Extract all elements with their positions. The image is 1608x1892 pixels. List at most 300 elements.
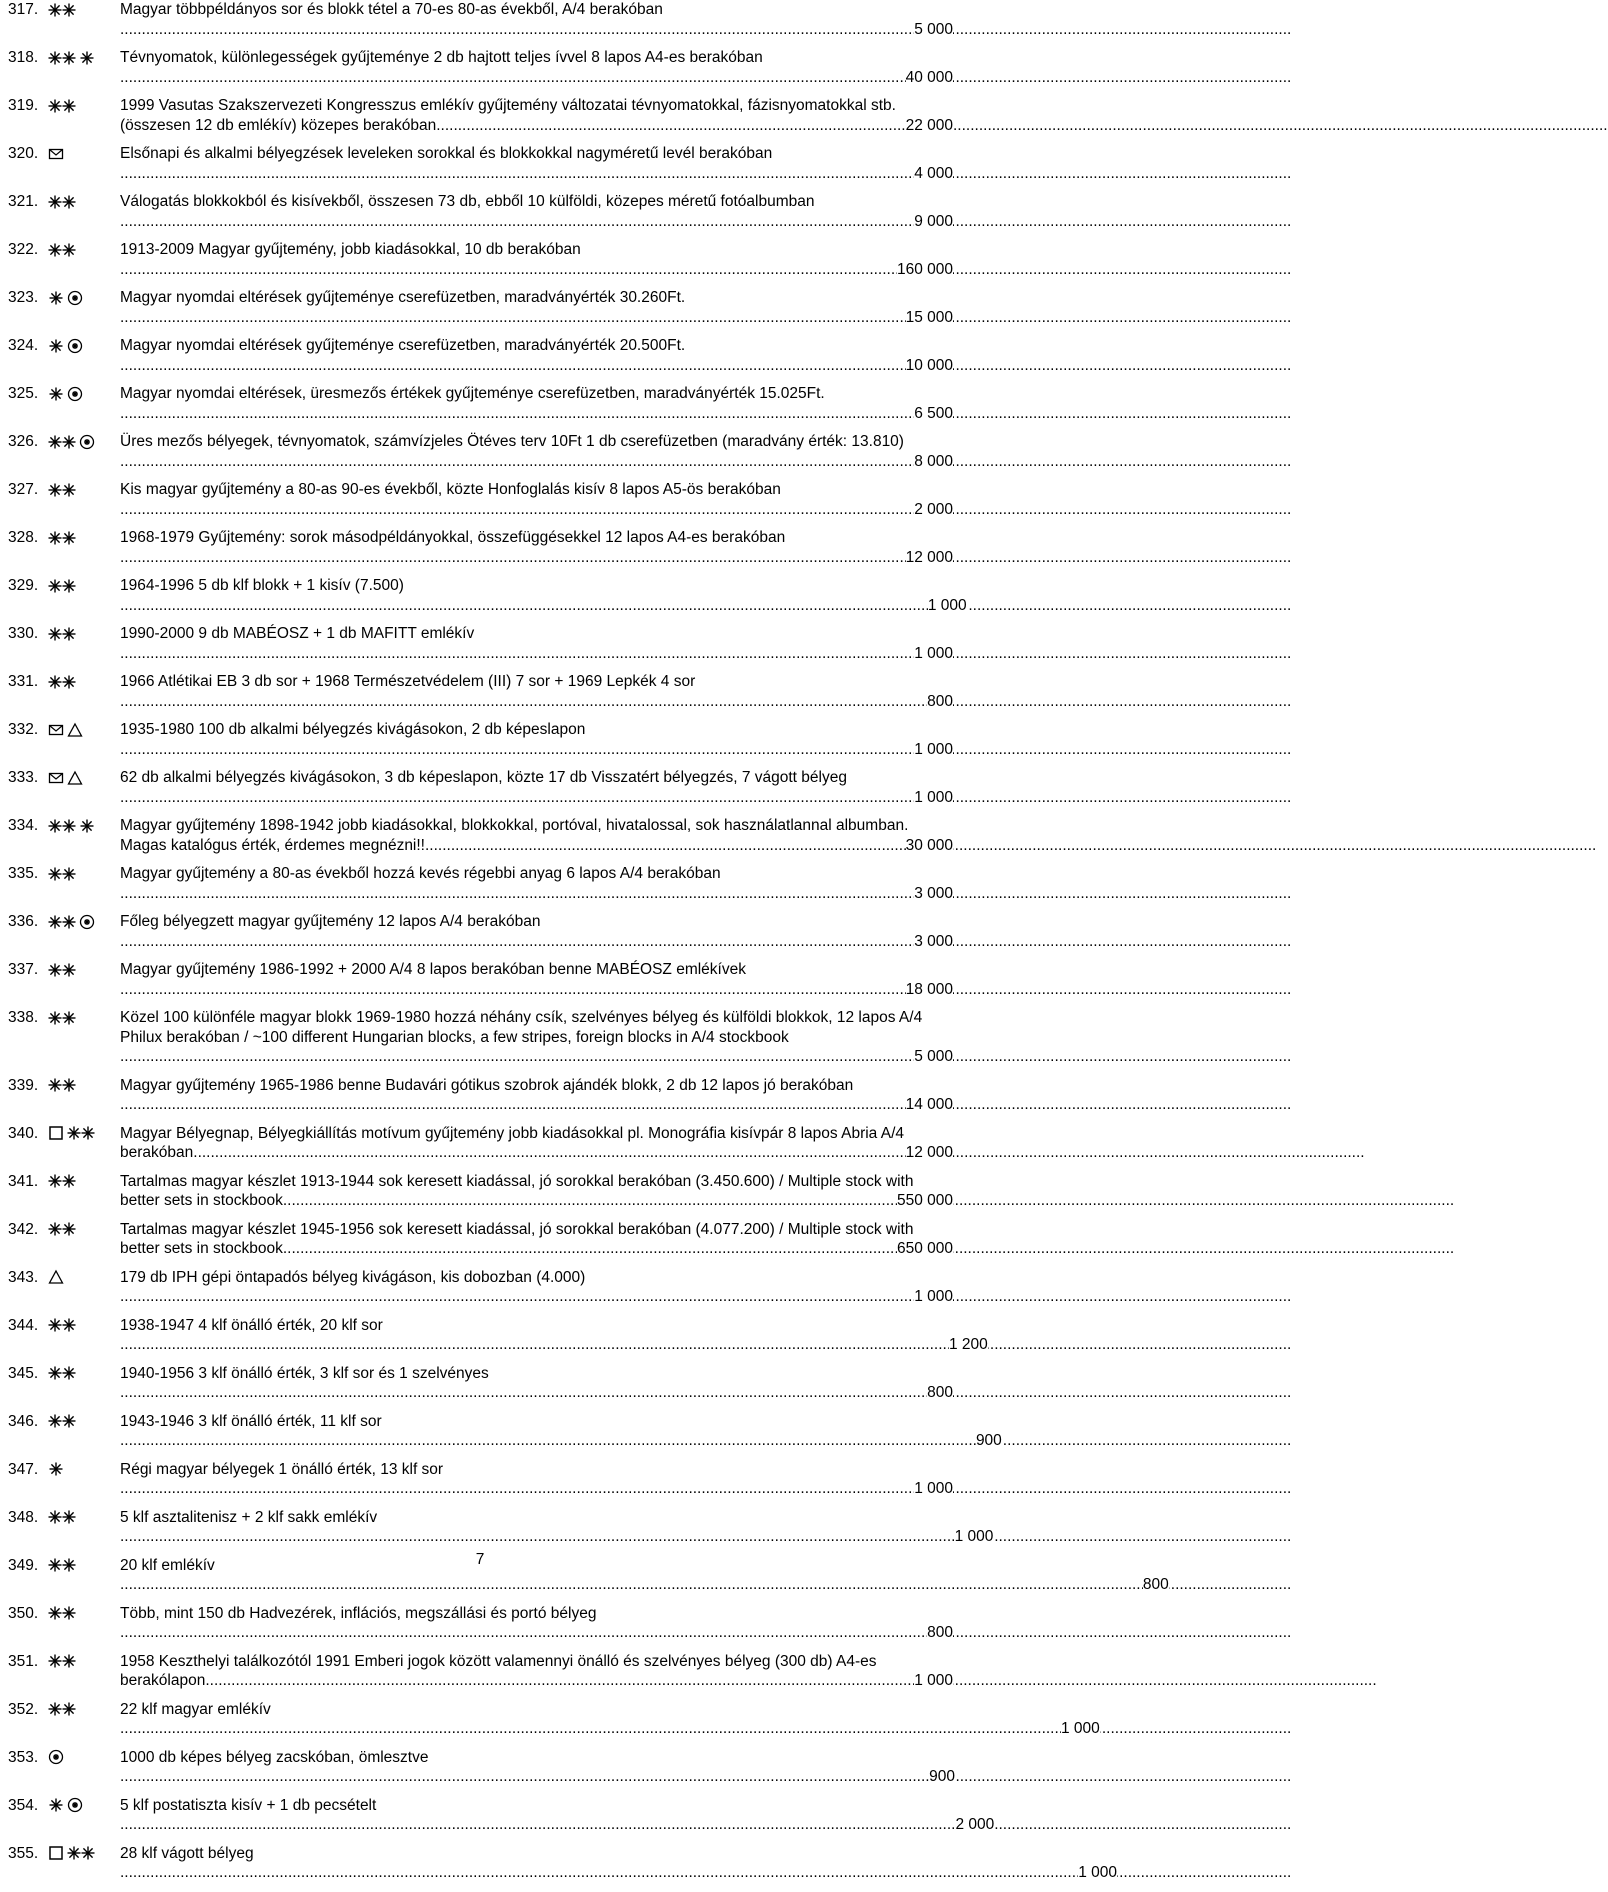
lot-condition-icons bbox=[48, 96, 120, 116]
lot-description: 1958 Keszthelyi találkozótól 1991 Emberi jogok között valamennyi önálló és szelvényes bélyeg (300 db) A4-es berakólapon bbox=[120, 1652, 877, 1689]
lot-number: 323. bbox=[8, 289, 39, 306]
lot-item bbox=[8, 1604, 953, 1643]
lot-condition-icons bbox=[48, 1604, 120, 1624]
dot-leader bbox=[120, 980, 616, 1000]
lot-item bbox=[8, 384, 953, 423]
lot-price: 1 000 bbox=[914, 740, 953, 758]
lot-price: 14 000 bbox=[905, 1096, 953, 1113]
lot-price: 15 000 bbox=[905, 308, 953, 326]
mint-icon bbox=[48, 818, 76, 834]
lot-price: 40 000 bbox=[905, 68, 953, 86]
lot-condition-icons bbox=[48, 336, 120, 356]
lot-item bbox=[8, 1008, 953, 1067]
lot-description: Elsőnapi és alkalmi bélyegzések leveleken sorokkal és blokkokkal nagyméretű levél berakóban bbox=[120, 145, 773, 162]
lot-price: 18 000 bbox=[905, 980, 953, 998]
lot-condition-icons bbox=[48, 1412, 120, 1432]
lot-description: Magyar nyomdai eltérések gyűjteménye cserefüzetben, maradványérték 30.260Ft. bbox=[120, 289, 686, 306]
lot-item bbox=[8, 1412, 1002, 1451]
lot-item bbox=[8, 576, 967, 615]
lot-description: 28 klf vágott bélyeg bbox=[120, 1844, 254, 1862]
lot-description: 5 klf asztalitenisz + 2 klf sakk emlékív bbox=[120, 1508, 378, 1526]
lot-item bbox=[8, 816, 953, 855]
lot-item bbox=[8, 1748, 953, 1787]
lot-condition-icons bbox=[48, 1172, 120, 1192]
lot-description: 1938-1947 4 klf önálló érték, 20 klf sor bbox=[120, 1316, 383, 1334]
lot-item bbox=[8, 336, 953, 375]
dot-leader bbox=[120, 356, 677, 376]
lot-item bbox=[8, 192, 953, 231]
mint-icon bbox=[48, 1317, 76, 1333]
lot-description-block bbox=[120, 0, 953, 39]
lot-price: 900 bbox=[975, 1432, 1002, 1449]
lot-condition-icons bbox=[48, 0, 120, 20]
dot-leader bbox=[205, 1671, 489, 1691]
lot-number: 336. bbox=[8, 913, 39, 930]
lot-item bbox=[8, 1364, 953, 1403]
mint-icon bbox=[48, 98, 76, 114]
lot-number: 340. bbox=[8, 1124, 39, 1142]
lot-condition-icons bbox=[48, 432, 120, 452]
lot-item bbox=[8, 480, 953, 519]
lot-price: 160 000 bbox=[896, 260, 953, 278]
dot-leader bbox=[120, 1527, 993, 1547]
lot-number: 354. bbox=[8, 1796, 39, 1814]
lot-description: 1999 Vasutas Szakszervezeti Kongresszus emlékív gyűjtemény változatai tévnyomatokkal, fázisnyomatokkal stb. (összesen 12 db emlékív) közepes berakóban bbox=[120, 97, 896, 134]
lot-description: 1943-1946 3 klf önálló érték, 11 klf sor bbox=[120, 1412, 382, 1430]
lot-price: 5 000 bbox=[914, 20, 953, 38]
lot-price: 12 000 bbox=[905, 1144, 953, 1161]
lot-description: Régi magyar bélyegek 1 önálló érték, 13 klf sor bbox=[120, 1460, 444, 1478]
lot-number: 347. bbox=[8, 1460, 39, 1478]
lot-price: 3 000 bbox=[914, 884, 953, 902]
lot-item bbox=[8, 960, 953, 999]
lot-item bbox=[8, 0, 953, 39]
lot-item bbox=[8, 624, 953, 663]
lot-item bbox=[8, 1220, 953, 1259]
lot-condition-icons bbox=[48, 1460, 120, 1480]
lot-price: 2 000 bbox=[955, 1816, 995, 1833]
hinged-icon bbox=[48, 338, 64, 354]
imperf-icon bbox=[48, 1125, 64, 1141]
lot-condition-icons bbox=[48, 144, 120, 164]
cover-icon bbox=[48, 722, 64, 738]
lot-price: 22 000 bbox=[905, 116, 953, 134]
lot-price: 900 bbox=[929, 1768, 955, 1785]
lot-description: Több, mint 150 db Hadvezérek, inflációs, megszállási és portó bélyeg bbox=[120, 1604, 597, 1622]
lot-condition-icons bbox=[48, 1748, 120, 1768]
mint-icon bbox=[48, 1413, 76, 1429]
lot-description-block bbox=[120, 1748, 955, 1787]
cut-icon bbox=[67, 770, 83, 786]
page-number: 7 bbox=[475, 1551, 485, 1568]
lot-description: Üres mezős bélyegek, tévnyomatok, számvízjeles Ötéves terv 10Ft 1 db cserefüzetben (maradvány érték: 13.810) bbox=[120, 433, 904, 450]
lot-description-block bbox=[120, 1220, 953, 1259]
lot-description: 1940-1956 3 klf önálló érték, 3 klf sor és 1 szelvényes bbox=[120, 1364, 489, 1382]
lot-item bbox=[8, 1700, 1100, 1739]
lot-description: 1990-2000 9 db MABÉOSZ + 1 db MAFITT emlékív bbox=[120, 625, 475, 642]
lot-item bbox=[8, 1796, 995, 1835]
lot-price: 1 000 bbox=[914, 1480, 953, 1497]
dot-leader bbox=[120, 1575, 1169, 1595]
lot-price: 1 000 bbox=[914, 644, 953, 662]
lot-price: 12 000 bbox=[905, 548, 953, 566]
lot-number: 333. bbox=[8, 769, 39, 786]
dot-leader bbox=[283, 1239, 436, 1259]
mint-icon bbox=[48, 1173, 76, 1189]
lot-condition-icons bbox=[48, 192, 120, 212]
lot-condition-icons bbox=[48, 768, 120, 788]
lot-description-block bbox=[120, 1076, 953, 1115]
dot-leader bbox=[120, 1815, 994, 1835]
lot-description: 1968-1979 Gyűjtemény: sorok másodpéldányokkal, összefüggésekkel 12 lapos A4-es berakóban bbox=[120, 529, 786, 546]
mint-icon bbox=[48, 1605, 76, 1621]
dot-leader bbox=[120, 452, 467, 472]
lot-number: 342. bbox=[8, 1220, 39, 1238]
lot-number: 321. bbox=[8, 193, 39, 210]
lot-description: 62 db alkalmi bélyegzés kivágásokon, 3 db képeslapon, közte 17 db Visszatért bélyegzés, 7 vágott bélyeg bbox=[120, 769, 847, 786]
lot-description-block bbox=[120, 336, 953, 375]
lot-condition-icons bbox=[48, 576, 120, 596]
lot-condition-icons bbox=[48, 1220, 120, 1240]
used-icon bbox=[67, 1797, 83, 1813]
lot-price: 800 bbox=[927, 1624, 953, 1641]
lot-description: Magyar gyűjtemény 1898-1942 jobb kiadásokkal, blokkokkal, portóval, hivatalossal, sok használatlannal albumban. Magas katalógus érték, érdemes megnézni!! bbox=[120, 817, 909, 854]
lot-condition-icons bbox=[48, 288, 120, 308]
lot-price: 30 000 bbox=[905, 836, 953, 854]
lot-description-block bbox=[120, 1508, 993, 1547]
lot-number: 334. bbox=[8, 817, 39, 834]
lot-condition-icons bbox=[48, 384, 120, 404]
lot-condition-icons bbox=[48, 48, 120, 68]
lot-number: 320. bbox=[8, 145, 39, 162]
cut-icon bbox=[67, 722, 83, 738]
dot-leader bbox=[120, 1287, 785, 1307]
lot-price: 6 500 bbox=[914, 404, 953, 422]
lot-description: 22 klf magyar emlékív bbox=[120, 1700, 271, 1718]
lot-number: 326. bbox=[8, 433, 39, 450]
lot-item bbox=[8, 96, 953, 135]
mint-icon bbox=[67, 1125, 95, 1141]
dot-leader bbox=[120, 884, 650, 904]
cut-icon bbox=[48, 1269, 64, 1285]
dot-leader bbox=[120, 308, 677, 328]
lot-condition-icons bbox=[48, 1076, 120, 1096]
lot-description-block bbox=[120, 576, 967, 615]
lot-description: Főleg bélyegzett magyar gyűjtemény 12 lapos A/4 berakóban bbox=[120, 913, 541, 930]
lot-description: Magyar gyűjtemény a 80-as évekből hozzá kevés régebbi anyag 6 lapos A/4 berakóban bbox=[120, 865, 721, 882]
mint-icon bbox=[48, 674, 76, 690]
lot-price: 1 200 bbox=[948, 1336, 988, 1353]
lot-item bbox=[8, 720, 953, 759]
lot-description: 1913-2009 Magyar gyűjtemény, jobb kiadásokkal, 10 db berakóban bbox=[120, 241, 581, 258]
lot-description-block bbox=[120, 384, 953, 423]
lot-item bbox=[8, 1460, 953, 1499]
lot-description-block bbox=[120, 432, 953, 471]
hinged-icon bbox=[48, 1797, 64, 1813]
lot-description-block bbox=[120, 768, 953, 807]
lot-number: 338. bbox=[8, 1009, 39, 1026]
mint-icon bbox=[48, 2, 76, 18]
mint-icon bbox=[48, 434, 76, 450]
dot-leader bbox=[120, 596, 967, 616]
mint-icon bbox=[48, 1077, 76, 1093]
mint-icon bbox=[48, 962, 76, 978]
lot-description: Magyar nyomdai eltérések gyűjteménye cserefüzetben, maradványérték 20.500Ft. bbox=[120, 337, 686, 354]
lot-number: 331. bbox=[8, 673, 39, 690]
lot-condition-icons bbox=[48, 1508, 120, 1528]
lot-number: 346. bbox=[8, 1412, 39, 1430]
mint-icon bbox=[48, 482, 76, 498]
dot-leader bbox=[436, 116, 461, 136]
lot-item bbox=[8, 288, 953, 327]
imperf-icon bbox=[48, 1845, 64, 1861]
lot-price: 1 000 bbox=[1061, 1720, 1100, 1737]
lot-number: 343. bbox=[8, 1268, 39, 1286]
lot-description: Magyar gyűjtemény 1986-1992 + 2000 A/4 8 lapos berakóban benne MABÉOSZ emlékívek bbox=[120, 961, 746, 978]
lot-description-block bbox=[120, 864, 953, 903]
dot-leader bbox=[120, 692, 688, 712]
lot-description-block bbox=[120, 672, 953, 711]
lot-description-block bbox=[120, 960, 953, 999]
dot-leader bbox=[120, 740, 785, 760]
lot-price: 8 000 bbox=[914, 452, 953, 470]
lot-description-block bbox=[120, 1268, 953, 1307]
lot-description: Kis magyar gyűjtemény a 80-as 90-es évekből, közte Honfoglalás kisív 8 lapos A5-ös berakóban bbox=[120, 481, 781, 498]
lot-number: 355. bbox=[8, 1844, 39, 1862]
lot-description-block bbox=[120, 288, 953, 327]
dot-leader bbox=[283, 1191, 436, 1211]
mint-icon bbox=[48, 578, 76, 594]
lot-number: 327. bbox=[8, 481, 39, 498]
lot-condition-icons bbox=[48, 1796, 120, 1816]
used-icon bbox=[79, 914, 95, 930]
lot-description: 20 klf emlékív bbox=[120, 1556, 215, 1574]
lot-description: 179 db IPH gépi öntapadós bélyeg kivágáson, kis dobozban (4.000) bbox=[120, 1268, 586, 1286]
lot-number: 322. bbox=[8, 241, 39, 258]
used-icon bbox=[79, 434, 95, 450]
dot-leader bbox=[120, 1767, 955, 1787]
lot-description: Magyar Bélyegnap, Bélyegkiállítás motívum gyűjtemény jobb kiadásokkal pl. Monográfia kisívpár 8 lapos Abria A/4 berakóban bbox=[120, 1124, 905, 1161]
mint-icon bbox=[48, 626, 76, 642]
used-icon bbox=[67, 386, 83, 402]
lot-condition-icons bbox=[48, 528, 120, 548]
lot-description-block bbox=[120, 1412, 1002, 1451]
lot-condition-icons bbox=[48, 1652, 120, 1672]
dot-leader bbox=[120, 1431, 1002, 1451]
lot-item bbox=[8, 672, 953, 711]
lot-description: Tartalmas magyar készlet 1945-1956 sok keresett kiadással, jó sorokkal berakóban (4.077.200) / Multiple stock with better sets in stockbook bbox=[120, 1220, 914, 1257]
lot-price: 800 bbox=[927, 692, 953, 710]
lot-condition-icons bbox=[48, 1364, 120, 1384]
hinged-icon bbox=[48, 386, 64, 402]
lot-number: 317. bbox=[8, 1, 39, 18]
dot-leader bbox=[120, 1383, 895, 1403]
lot-description: Magyar gyűjtemény 1965-1986 benne Budavári gótikus szobrok ajándék blokk, 2 db 12 lapos jó berakóban bbox=[120, 1076, 854, 1094]
used-icon bbox=[48, 1749, 64, 1765]
lot-price: 1 000 bbox=[914, 788, 953, 806]
mint-icon bbox=[67, 1845, 95, 1861]
lot-number: 332. bbox=[8, 721, 39, 738]
lot-item bbox=[8, 1268, 953, 1307]
dot-leader bbox=[120, 260, 773, 280]
lot-number: 319. bbox=[8, 97, 39, 114]
lot-condition-icons bbox=[48, 1700, 120, 1720]
dot-leader bbox=[120, 1623, 787, 1643]
lot-price: 1 000 bbox=[1078, 1864, 1117, 1881]
lot-description: 1935-1980 100 db alkalmi bélyegzés kivágásokon, 2 db képeslapon bbox=[120, 721, 586, 738]
lot-description: 1000 db képes bélyeg zacskóban, ömlesztve bbox=[120, 1748, 429, 1766]
mint-icon bbox=[48, 1653, 76, 1669]
lot-price: 800 bbox=[1142, 1576, 1169, 1593]
lot-number: 339. bbox=[8, 1076, 39, 1094]
lot-description-block bbox=[120, 240, 953, 279]
lot-description-block bbox=[120, 1700, 1100, 1739]
lot-condition-icons bbox=[48, 864, 120, 884]
lot-item bbox=[8, 48, 953, 87]
lot-description-block bbox=[120, 1172, 953, 1211]
lot-description-block bbox=[120, 1796, 994, 1835]
hinged-icon bbox=[79, 50, 95, 66]
used-icon bbox=[67, 290, 83, 306]
lot-condition-icons bbox=[48, 816, 120, 836]
dot-leader bbox=[120, 1047, 942, 1067]
hinged-icon bbox=[48, 290, 64, 306]
lot-condition-icons bbox=[48, 672, 120, 692]
lot-description-block bbox=[120, 1124, 953, 1163]
dot-leader bbox=[120, 20, 708, 40]
lot-description: Tévnyomatok, különlegességek gyűjteménye 2 db hajtott teljes ívvel 8 lapos A4-es berakóban bbox=[120, 49, 763, 66]
lot-number: 352. bbox=[8, 1700, 39, 1718]
dot-leader bbox=[193, 1143, 453, 1163]
lot-number: 351. bbox=[8, 1652, 39, 1670]
lot-number: 324. bbox=[8, 337, 39, 354]
lot-number: 344. bbox=[8, 1316, 39, 1334]
mint-icon bbox=[48, 1221, 76, 1237]
mint-icon bbox=[48, 50, 76, 66]
lot-item bbox=[8, 1076, 953, 1115]
dot-leader bbox=[120, 164, 598, 184]
lot-price: 3 000 bbox=[914, 932, 953, 950]
lot-condition-icons bbox=[48, 1844, 120, 1864]
hinged-icon bbox=[79, 818, 95, 834]
lot-number: 329. bbox=[8, 577, 39, 594]
lot-number: 335. bbox=[8, 865, 39, 882]
lot-number: 330. bbox=[8, 625, 39, 642]
dot-leader bbox=[120, 932, 830, 952]
lot-number: 345. bbox=[8, 1364, 39, 1382]
dot-leader bbox=[120, 1335, 988, 1355]
lot-price: 10 000 bbox=[905, 356, 953, 374]
lot-condition-icons bbox=[48, 1268, 120, 1288]
lot-price: 800 bbox=[927, 1384, 953, 1401]
lot-number: 348. bbox=[8, 1508, 39, 1526]
lot-description-block bbox=[120, 528, 953, 567]
lot-condition-icons bbox=[48, 1124, 120, 1144]
lot-price: 650 000 bbox=[896, 1240, 953, 1257]
lot-description-block bbox=[120, 1652, 953, 1691]
dot-leader bbox=[120, 404, 546, 424]
lot-item bbox=[8, 144, 953, 183]
lot-description: Közel 100 különféle magyar blokk 1969-1980 hozzá néhány csík, szelvényes bélyeg és külföldi blokkok, 12 lapos A/4 Philux berakóban / ~100 different Hungarian blocks, a few stripes, foreign blocks in A/4 stockbook bbox=[120, 1009, 923, 1046]
hinged-icon bbox=[48, 1461, 64, 1477]
used-icon bbox=[67, 338, 83, 354]
lot-item bbox=[8, 864, 953, 903]
lot-list bbox=[8, 0, 1169, 1892]
lot-price: 4 000 bbox=[914, 164, 953, 182]
lot-description-block bbox=[120, 816, 953, 855]
dot-leader bbox=[120, 548, 577, 568]
lot-number: 337. bbox=[8, 961, 39, 978]
lot-number: 318. bbox=[8, 49, 39, 66]
lot-description-block bbox=[120, 1460, 953, 1499]
lot-price: 1 000 bbox=[954, 1528, 994, 1545]
lot-price: 550 000 bbox=[896, 1192, 953, 1209]
lot-item bbox=[8, 1508, 994, 1547]
lot-item bbox=[8, 528, 953, 567]
lot-price: 2 000 bbox=[914, 500, 953, 518]
lot-description: 1966 Atlétikai EB 3 db sor + 1968 Természetvédelem (III) 7 sor + 1969 Lepkék 4 sor bbox=[120, 673, 696, 690]
lot-item bbox=[8, 1844, 1117, 1883]
mint-icon bbox=[48, 1010, 76, 1026]
dot-leader bbox=[120, 212, 556, 232]
dot-leader bbox=[120, 68, 599, 88]
lot-description-block bbox=[120, 48, 953, 87]
lot-description-block bbox=[120, 144, 953, 183]
lot-number: 328. bbox=[8, 529, 39, 546]
lot-description-block bbox=[120, 1316, 988, 1355]
lot-description-block bbox=[120, 480, 953, 519]
lot-condition-icons bbox=[48, 720, 120, 740]
dot-leader bbox=[120, 1863, 1117, 1883]
lot-description-block bbox=[120, 624, 953, 663]
lot-number: 353. bbox=[8, 1748, 39, 1766]
dot-leader bbox=[120, 788, 524, 808]
lot-description: Válogatás blokkokból és kisívekből, összesen 73 db, ebből 10 külföldi, közepes méretű fotóalbumban bbox=[120, 193, 815, 210]
lot-item bbox=[8, 1316, 988, 1355]
dot-leader bbox=[120, 1479, 927, 1499]
lot-number: 341. bbox=[8, 1172, 39, 1190]
lot-description: 5 klf postatiszta kisív + 1 db pecsételt bbox=[120, 1796, 377, 1814]
lot-item bbox=[8, 240, 953, 279]
lot-description-block bbox=[120, 1604, 953, 1643]
lot-condition-icons bbox=[48, 1316, 120, 1336]
mint-icon bbox=[48, 866, 76, 882]
lot-condition-icons bbox=[48, 960, 120, 980]
lot-description: Tartalmas magyar készlet 1913-1944 sok keresett kiadással, jó sorokkal berakóban (3.450.600) / Multiple stock with better sets in stockbook bbox=[120, 1172, 914, 1209]
lot-price: 1 000 bbox=[914, 1288, 953, 1305]
mint-icon bbox=[48, 194, 76, 210]
lot-price: 1 000 bbox=[927, 596, 967, 614]
dot-leader bbox=[120, 1095, 509, 1115]
lot-description-block bbox=[120, 1364, 953, 1403]
lot-number: 350. bbox=[8, 1604, 39, 1622]
lot-description-block bbox=[120, 1008, 953, 1067]
lot-price: 9 000 bbox=[914, 212, 953, 230]
dot-leader bbox=[120, 644, 896, 664]
lot-price: 1 000 bbox=[914, 1672, 953, 1689]
lot-condition-icons bbox=[48, 480, 120, 500]
lot-item bbox=[8, 912, 953, 951]
lot-description: Magyar többpéldányos sor és blokk tétel a 70-es 80-as évekből, A/4 berakóban bbox=[120, 1, 663, 18]
lot-item bbox=[8, 768, 953, 807]
cover-icon bbox=[48, 146, 64, 162]
lot-item bbox=[8, 1124, 953, 1163]
dot-leader bbox=[425, 836, 449, 856]
lot-condition-icons bbox=[48, 912, 120, 932]
lot-price: 5 000 bbox=[914, 1048, 953, 1065]
lot-description-block bbox=[120, 1844, 1117, 1883]
lot-item bbox=[8, 1172, 953, 1211]
